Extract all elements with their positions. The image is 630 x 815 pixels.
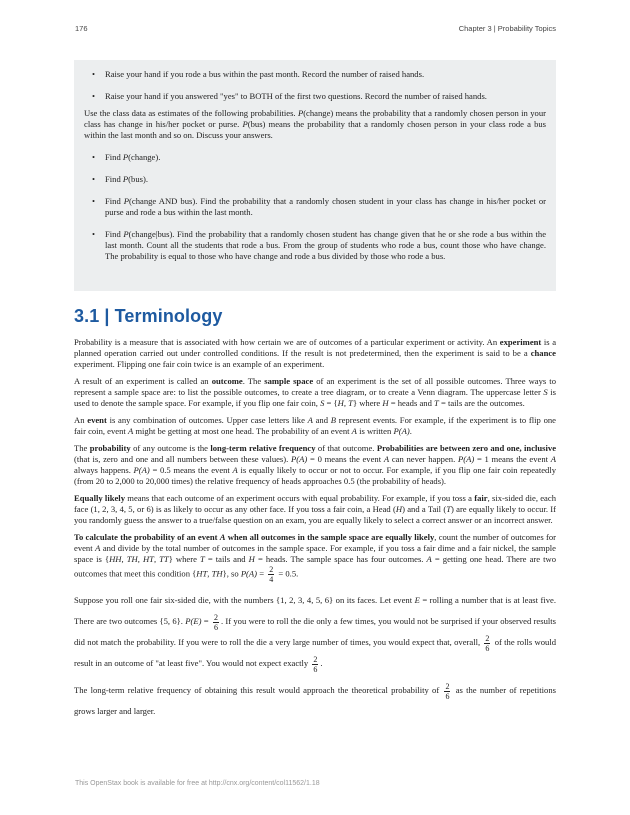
try-it-box (74, 60, 556, 291)
list-item: • Find P(change AND bus). Find the probability that a randomly chosen student in your class has change in his/her pocket or purse and rode a bus within the last month. (84, 196, 546, 218)
fraction: $\frac{2}{6}$ (485, 633, 490, 653)
fraction: $\frac{2}{4}$ (269, 565, 274, 584)
fraction: $\frac{2}{6}$ (213, 612, 218, 632)
paragraph-probability: Probability is a measure that is associated with how certain we are of outcomes of a particular experiment or activity. An experiment is a planned operation carried out under controlled conditions. If the result is not predetermined, then the experiment is said to be a chance experiment. Flipping one fair coin twice is an example of an experiment. (74, 337, 557, 369)
paragraph-die-example: Suppose you roll one fair six-sided die, with the numbers {1, 2, 3, 4, 5, 6} on its faces. Let event E = rolling a number that is at least five. There are two outcomes {5, 6}. P(E) = $\frac{2}{6}$ . If you were to roll the die only a few times, you would not be surprised if your observed results did not match the probability. If you were to roll the die a very large number of times, you would expect that, overall, $\frac{2}{6}$ of the rolls would result in an outcome of "at least five". You would not expect exactly $\frac{2}{6}$ . (74, 595, 557, 674)
fraction: $\frac{2}{6}$ (313, 654, 318, 674)
instructions-paragraph: Use the class data as estimates of the following probabilities. P(change) means the probability that a randomly chosen person in your class has change in his/her pocket or purse. P(bus) means the probability that a randomly chosen person in your class rode a bus within the last month and so on. Discuss your answers. (84, 108, 547, 140)
list-item: • Raise your hand if you answered "yes" to BOTH of the first two questions. Record the number of raised hands. (84, 91, 546, 102)
list-item: • Find P(change). (84, 152, 546, 163)
page-number: 176 (75, 24, 88, 33)
main-content (74, 306, 556, 728)
list-item: • Find P(bus). (84, 174, 546, 185)
paragraph-calculate: To calculate the probability of an event A when all outcomes in the sample space are equally likely, count the number of outcomes for event A and divide by the total number of outcomes in the sample space. For example, if you toss a fair dime and a fair nickel, the sample space is {HH, TH, HT, TT} where T = tails and H = heads. The sample space has four outcomes. A = getting one head. There are two outcomes that meet this condition {HT, TH}, so P(A) = $\frac{2}{4}$ = 0.5. (74, 532, 557, 584)
paragraph-equally-likely: Equally likely means that each outcome of an experiment occurs with equal probability. For example, if you toss a fair, six-sided die, each face (1, 2, 3, 4, 5, or 6) is as likely to occur as any other face. If you toss a fair coin, a Head (H) and a Tail (T) are equally likely to occur. If you randomly guess the answer to a true/false question on an exam, you are equally likely to select a correct answer or an incorrect answer. (74, 493, 557, 525)
paragraph-outcome: A result of an experiment is called an outcome. The sample space of an experiment is the set of all possible outcomes. Three ways to represent a sample space are: to list the possible outcomes, to create a tree diagram, or to create a Venn diagram. The uppercase letter S is used to denote the sample space. For example, if you flip one fair coin, S = {H, T} where H = heads and T = tails are the outcomes. (74, 376, 556, 408)
chapter-header: Chapter 3 | Probability Topics (458, 24, 556, 33)
list-item: • Raise your hand if you rode a bus within the past month. Record the number of raised hands. (84, 69, 546, 80)
paragraph-long-term: The long-term relative frequency of obtaining this result would approach the theoretical probability of $\frac{2}{6}$ as the number of repetitions grows larger and larger. (74, 681, 556, 716)
fraction: $\frac{2}{6}$ (445, 681, 450, 701)
paragraph-event: An event is any combination of outcomes. Upper case letters like A and B represent events. For example, if the experiment is to flip one fair coin, event A might be getting at most one head. The probability of an event A is written P(A). (74, 415, 556, 436)
list-item: • Find P(change|bus). Find the probability that a randomly chosen student has change given that he or she rode a bus within the last month. Count all the students that rode a bus. From the group of students who rode a bus, count those who have change. The probability is equal to those who have change and rode a bus divided by those who rode a bus. (84, 229, 546, 262)
section-title: 3.1 | Terminology (74, 306, 223, 326)
paragraph-probability-range: The probability of any outcome is the long-term relative frequency of that outcome. Probabilities are between zero and one, inclusive (that is, zero and one and all numbers between these values). P(A) = 0 means the event A can never happen. P(A) = 1 means the event A always happens. P(A) = 0.5 means the event A is equally likely to occur or not to occur. For example, if you flip one fair coin repeatedly (from 20 to 2,000 to 20,000 times) the relative frequency of heads approaches 0.5 (the probability of heads). (74, 443, 557, 486)
footer-link-text: This OpenStax book is available for free at http://cnx.org/content/col11562/1.18 (75, 780, 320, 787)
